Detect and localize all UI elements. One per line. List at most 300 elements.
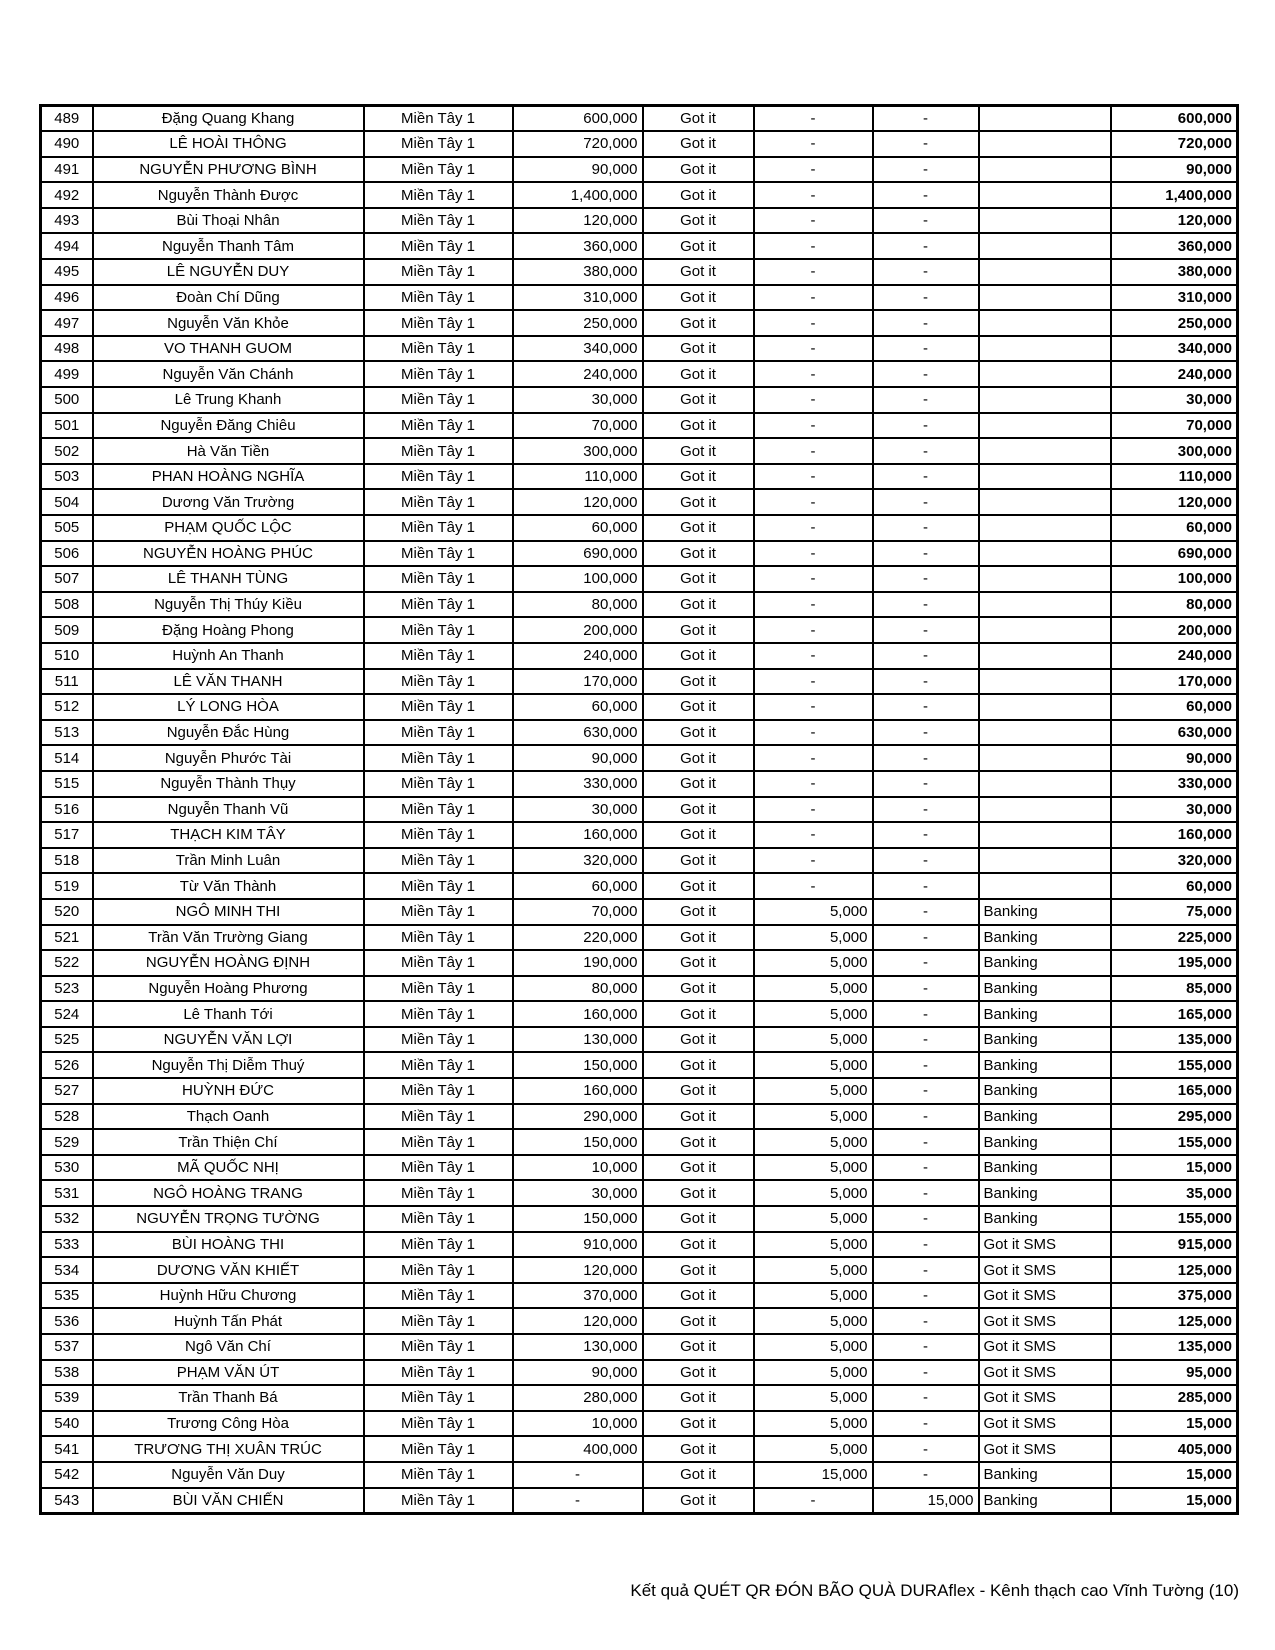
bonus-amount-cell: - [754,336,873,362]
scan-amount-cell: 30,000 [513,387,643,413]
bonus-amount-cell: - [754,387,873,413]
payment-method-cell: Got it SMS [979,1257,1111,1283]
recipient-name-cell: TRƯƠNG THỊ XUÂN TRÚC [93,1436,364,1462]
status-cell: Got it [643,566,754,592]
payment-method-cell: Banking [979,1155,1111,1181]
status-cell: Got it [643,157,754,183]
payment-method-cell [979,873,1111,899]
recipient-name-cell: Ngô Văn Chí [93,1334,364,1360]
region-cell: Miền Tây 1 [364,1411,513,1437]
scan-amount-cell: 160,000 [513,1078,643,1104]
status-cell: Got it [643,1308,754,1334]
region-cell: Miền Tây 1 [364,208,513,234]
region-cell: Miền Tây 1 [364,848,513,874]
status-cell: Got it [643,1001,754,1027]
scan-amount-cell: 120,000 [513,489,643,515]
payment-method-cell: Banking [979,976,1111,1002]
payment-method-cell [979,285,1111,311]
bonus2-amount-cell: - [873,413,979,439]
bonus-amount-cell: 5,000 [754,1129,873,1155]
region-cell: Miền Tây 1 [364,1462,513,1488]
payment-method-cell: Got it SMS [979,1334,1111,1360]
row-index-cell: 541 [41,1436,93,1462]
payment-method-cell: Got it SMS [979,1411,1111,1437]
table-row [41,387,1238,413]
payment-method-cell: Got it SMS [979,1308,1111,1334]
scan-amount-cell: 60,000 [513,515,643,541]
status-cell: Got it [643,336,754,362]
recipient-name-cell: Trương Công Hòa [93,1411,364,1437]
status-cell: Got it [643,848,754,874]
region-cell: Miền Tây 1 [364,413,513,439]
bonus2-amount-cell: - [873,976,979,1002]
bonus2-amount-cell: - [873,157,979,183]
payment-method-cell [979,669,1111,695]
row-index-cell: 491 [41,157,93,183]
row-index-cell: 497 [41,310,93,336]
status-cell: Got it [643,131,754,157]
status-cell: Got it [643,771,754,797]
scan-amount-cell: 240,000 [513,361,643,387]
recipient-name-cell: Nguyễn Đắc Hùng [93,720,364,746]
total-amount-cell: 225,000 [1111,925,1238,951]
row-index-cell: 492 [41,182,93,208]
recipient-name-cell: Thạch Oanh [93,1104,364,1130]
bonus2-amount-cell: - [873,1078,979,1104]
total-amount-cell: 630,000 [1111,720,1238,746]
table-row [41,1078,1238,1104]
table-row [41,899,1238,925]
bonus-amount-cell: - [754,285,873,311]
payment-method-cell: Banking [979,925,1111,951]
bonus2-amount-cell: - [873,1232,979,1258]
region-cell: Miền Tây 1 [364,1334,513,1360]
table-row [41,1436,1238,1462]
row-index-cell: 502 [41,438,93,464]
payment-method-cell: Banking [979,899,1111,925]
bonus2-amount-cell: - [873,1308,979,1334]
status-cell: Got it [643,1129,754,1155]
bonus2-amount-cell: - [873,1360,979,1386]
status-cell: Got it [643,669,754,695]
scan-amount-cell: 120,000 [513,1308,643,1334]
scan-amount-cell: 170,000 [513,669,643,695]
scan-amount-cell: 10,000 [513,1411,643,1437]
scan-amount-cell: 220,000 [513,925,643,951]
bonus-amount-cell: 5,000 [754,1283,873,1309]
status-cell: Got it [643,592,754,618]
payment-method-cell [979,822,1111,848]
bonus-amount-cell: 5,000 [754,1104,873,1130]
bonus2-amount-cell: - [873,745,979,771]
row-index-cell: 539 [41,1385,93,1411]
row-index-cell: 494 [41,233,93,259]
total-amount-cell: 330,000 [1111,771,1238,797]
table-row [41,1180,1238,1206]
status-cell: Got it [643,822,754,848]
total-amount-cell: 125,000 [1111,1308,1238,1334]
payment-method-cell: Banking [979,1052,1111,1078]
status-cell: Got it [643,694,754,720]
total-amount-cell: 120,000 [1111,489,1238,515]
scan-amount-cell: 80,000 [513,592,643,618]
table-row [41,1027,1238,1053]
table-row [41,464,1238,490]
region-cell: Miền Tây 1 [364,822,513,848]
table-row [41,617,1238,643]
recipient-name-cell: PHẠM VĂN ÚT [93,1360,364,1386]
row-index-cell: 516 [41,797,93,823]
recipient-name-cell: Trần Thanh Bá [93,1385,364,1411]
bonus-amount-cell: 15,000 [754,1462,873,1488]
region-cell: Miền Tây 1 [364,336,513,362]
region-cell: Miền Tây 1 [364,1206,513,1232]
region-cell: Miền Tây 1 [364,1052,513,1078]
scan-amount-cell: 190,000 [513,950,643,976]
bonus2-amount-cell: - [873,1283,979,1309]
bonus2-amount-cell: - [873,285,979,311]
table-body [41,106,1238,1514]
scan-amount-cell: 240,000 [513,643,643,669]
table-row [41,413,1238,439]
recipient-name-cell: Trần Minh Luân [93,848,364,874]
bonus2-amount-cell: - [873,873,979,899]
table-row [41,106,1238,132]
bonus2-amount-cell: - [873,310,979,336]
status-cell: Got it [643,720,754,746]
payment-method-cell [979,182,1111,208]
table-row [41,1385,1238,1411]
total-amount-cell: 15,000 [1111,1155,1238,1181]
total-amount-cell: 360,000 [1111,233,1238,259]
scan-amount-cell: 60,000 [513,694,643,720]
region-cell: Miền Tây 1 [364,515,513,541]
region-cell: Miền Tây 1 [364,233,513,259]
row-index-cell: 507 [41,566,93,592]
bonus2-amount-cell: - [873,515,979,541]
total-amount-cell: 285,000 [1111,1385,1238,1411]
recipient-name-cell: Nguyễn Hoàng Phương [93,976,364,1002]
row-index-cell: 522 [41,950,93,976]
scan-amount-cell: 380,000 [513,259,643,285]
bonus2-amount-cell: - [873,1206,979,1232]
status-cell: Got it [643,1334,754,1360]
total-amount-cell: 80,000 [1111,592,1238,618]
recipient-name-cell: Nguyễn Văn Duy [93,1462,364,1488]
recipient-name-cell: LÊ VĂN THANH [93,669,364,695]
bonus2-amount-cell: - [873,771,979,797]
table-row [41,1411,1238,1437]
bonus-amount-cell: - [754,873,873,899]
scan-amount-cell: 130,000 [513,1027,643,1053]
total-amount-cell: 165,000 [1111,1078,1238,1104]
scan-amount-cell: 160,000 [513,1001,643,1027]
row-index-cell: 537 [41,1334,93,1360]
recipient-name-cell: Huỳnh Tấn Phát [93,1308,364,1334]
bonus2-amount-cell: - [873,361,979,387]
status-cell: Got it [643,976,754,1002]
recipient-name-cell: LÝ LONG HÒA [93,694,364,720]
bonus-amount-cell: - [754,848,873,874]
region-cell: Miền Tây 1 [364,797,513,823]
status-cell: Got it [643,233,754,259]
scan-amount-cell: 90,000 [513,745,643,771]
scan-amount-cell: 1,400,000 [513,182,643,208]
row-index-cell: 515 [41,771,93,797]
total-amount-cell: 90,000 [1111,745,1238,771]
payment-method-cell [979,592,1111,618]
row-index-cell: 543 [41,1488,93,1514]
bonus2-amount-cell: - [873,387,979,413]
region-cell: Miền Tây 1 [364,1283,513,1309]
recipient-name-cell: NGUYỄN PHƯƠNG BÌNH [93,157,364,183]
total-amount-cell: 340,000 [1111,336,1238,362]
bonus-amount-cell: - [754,361,873,387]
recipient-name-cell: Nguyễn Văn Chánh [93,361,364,387]
bonus-amount-cell: - [754,643,873,669]
total-amount-cell: 90,000 [1111,157,1238,183]
region-cell: Miền Tây 1 [364,643,513,669]
bonus2-amount-cell: - [873,1052,979,1078]
scan-amount-cell: 70,000 [513,413,643,439]
bonus-amount-cell: - [754,131,873,157]
row-index-cell: 520 [41,899,93,925]
bonus2-amount-cell: - [873,669,979,695]
table-row [41,1360,1238,1386]
region-cell: Miền Tây 1 [364,950,513,976]
total-amount-cell: 75,000 [1111,899,1238,925]
scan-amount-cell: 310,000 [513,285,643,311]
row-index-cell: 517 [41,822,93,848]
table-row [41,182,1238,208]
region-cell: Miền Tây 1 [364,1360,513,1386]
row-index-cell: 526 [41,1052,93,1078]
bonus-amount-cell: - [754,541,873,567]
status-cell: Got it [643,208,754,234]
total-amount-cell: 690,000 [1111,541,1238,567]
region-cell: Miền Tây 1 [364,745,513,771]
row-index-cell: 511 [41,669,93,695]
scan-amount-cell: 130,000 [513,1334,643,1360]
scan-amount-cell: 290,000 [513,1104,643,1130]
scan-amount-cell: 340,000 [513,336,643,362]
total-amount-cell: 110,000 [1111,464,1238,490]
total-amount-cell: 170,000 [1111,669,1238,695]
status-cell: Got it [643,617,754,643]
bonus-amount-cell: - [754,438,873,464]
status-cell: Got it [643,361,754,387]
recipient-name-cell: Đặng Hoàng Phong [93,617,364,643]
payment-method-cell: Banking [979,1104,1111,1130]
recipient-name-cell: Đoàn Chí Dũng [93,285,364,311]
bonus2-amount-cell: - [873,233,979,259]
status-cell: Got it [643,259,754,285]
status-cell: Got it [643,1027,754,1053]
row-index-cell: 534 [41,1257,93,1283]
recipient-name-cell: Nguyễn Phước Tài [93,745,364,771]
status-cell: Got it [643,489,754,515]
table-row [41,361,1238,387]
recipient-name-cell: Đặng Quang Khang [93,106,364,132]
row-index-cell: 536 [41,1308,93,1334]
recipient-name-cell: Nguyễn Thị Thúy Kiều [93,592,364,618]
scan-amount-cell: 90,000 [513,1360,643,1386]
payment-method-cell: Banking [979,1129,1111,1155]
bonus-amount-cell: 5,000 [754,899,873,925]
bonus-amount-cell: - [754,489,873,515]
row-index-cell: 521 [41,925,93,951]
total-amount-cell: 100,000 [1111,566,1238,592]
bonus-amount-cell: - [754,566,873,592]
total-amount-cell: 160,000 [1111,822,1238,848]
payment-method-cell [979,336,1111,362]
region-cell: Miền Tây 1 [364,1180,513,1206]
bonus-amount-cell: - [754,233,873,259]
table-row [41,822,1238,848]
region-cell: Miền Tây 1 [364,310,513,336]
bonus-amount-cell: - [754,797,873,823]
table-row [41,1257,1238,1283]
scan-amount-cell: - [513,1462,643,1488]
total-amount-cell: 380,000 [1111,259,1238,285]
recipient-name-cell: LÊ THANH TÙNG [93,566,364,592]
scan-amount-cell: 120,000 [513,1257,643,1283]
payment-method-cell [979,259,1111,285]
bonus-amount-cell: 5,000 [754,1001,873,1027]
row-index-cell: 524 [41,1001,93,1027]
recipient-name-cell: Lê Trung Khanh [93,387,364,413]
status-cell: Got it [643,413,754,439]
recipient-name-cell: THẠCH KIM TÂY [93,822,364,848]
table-row [41,259,1238,285]
total-amount-cell: 135,000 [1111,1334,1238,1360]
bonus-amount-cell: - [754,1488,873,1514]
bonus-amount-cell: - [754,745,873,771]
bonus-amount-cell: 5,000 [754,1334,873,1360]
region-cell: Miền Tây 1 [364,1155,513,1181]
row-index-cell: 531 [41,1180,93,1206]
row-index-cell: 505 [41,515,93,541]
total-amount-cell: 240,000 [1111,361,1238,387]
payment-method-cell [979,131,1111,157]
region-cell: Miền Tây 1 [364,1385,513,1411]
scan-amount-cell: 30,000 [513,1180,643,1206]
recipient-name-cell: Nguyễn Thanh Vũ [93,797,364,823]
bonus-amount-cell: - [754,182,873,208]
table-row [41,797,1238,823]
scan-amount-cell: 10,000 [513,1155,643,1181]
recipient-name-cell: Lê Thanh Tới [93,1001,364,1027]
total-amount-cell: 320,000 [1111,848,1238,874]
bonus-amount-cell: 5,000 [754,1411,873,1437]
region-cell: Miền Tây 1 [364,131,513,157]
region-cell: Miền Tây 1 [364,1257,513,1283]
bonus-amount-cell: - [754,464,873,490]
payment-method-cell [979,157,1111,183]
payment-method-cell [979,438,1111,464]
row-index-cell: 525 [41,1027,93,1053]
bonus2-amount-cell: - [873,1180,979,1206]
bonus2-amount-cell: - [873,1462,979,1488]
recipient-name-cell: Nguyễn Thành Thụy [93,771,364,797]
table-row [41,976,1238,1002]
row-index-cell: 530 [41,1155,93,1181]
recipient-name-cell: BÙI HOÀNG THI [93,1232,364,1258]
recipient-name-cell: Trần Thiện Chí [93,1129,364,1155]
table-row [41,336,1238,362]
region-cell: Miền Tây 1 [364,1001,513,1027]
payment-method-cell: Banking [979,1206,1111,1232]
recipient-name-cell: DƯƠNG VĂN KHIẾT [93,1257,364,1283]
recipient-name-cell: HUỲNH ĐỨC [93,1078,364,1104]
bonus2-amount-cell: - [873,438,979,464]
recipient-name-cell: Hà Văn Tiền [93,438,364,464]
region-cell: Miền Tây 1 [364,182,513,208]
bonus-amount-cell: - [754,413,873,439]
recipient-name-cell: PHAN HOÀNG NGHĨA [93,464,364,490]
payment-method-cell [979,797,1111,823]
scan-amount-cell: 910,000 [513,1232,643,1258]
region-cell: Miền Tây 1 [364,1027,513,1053]
bonus2-amount-cell: - [873,1001,979,1027]
total-amount-cell: 60,000 [1111,694,1238,720]
scan-amount-cell: 330,000 [513,771,643,797]
region-cell: Miền Tây 1 [364,361,513,387]
status-cell: Got it [643,1360,754,1386]
region-cell: Miền Tây 1 [364,1129,513,1155]
table-row [41,438,1238,464]
payment-method-cell [979,771,1111,797]
table-row [41,566,1238,592]
recipient-name-cell: PHẠM QUỐC LỘC [93,515,364,541]
row-index-cell: 493 [41,208,93,234]
status-cell: Got it [643,1206,754,1232]
total-amount-cell: 295,000 [1111,1104,1238,1130]
bonus-amount-cell: - [754,771,873,797]
total-amount-cell: 95,000 [1111,1360,1238,1386]
bonus-amount-cell: - [754,259,873,285]
payment-method-cell [979,566,1111,592]
bonus-amount-cell: - [754,822,873,848]
table-row [41,771,1238,797]
row-index-cell: 538 [41,1360,93,1386]
bonus-amount-cell: - [754,694,873,720]
row-index-cell: 512 [41,694,93,720]
bonus-amount-cell: 5,000 [754,1078,873,1104]
total-amount-cell: 405,000 [1111,1436,1238,1462]
status-cell: Got it [643,643,754,669]
scan-amount-cell: 120,000 [513,208,643,234]
bonus-amount-cell: - [754,310,873,336]
status-cell: Got it [643,797,754,823]
table-row [41,720,1238,746]
payment-method-cell [979,361,1111,387]
row-index-cell: 509 [41,617,93,643]
region-cell: Miền Tây 1 [364,285,513,311]
scan-amount-cell: 110,000 [513,464,643,490]
recipient-name-cell: Huỳnh An Thanh [93,643,364,669]
row-index-cell: 500 [41,387,93,413]
table-row [41,1283,1238,1309]
bonus-amount-cell: - [754,720,873,746]
total-amount-cell: 120,000 [1111,208,1238,234]
payment-method-cell [979,745,1111,771]
bonus-amount-cell: 5,000 [754,1232,873,1258]
table-row [41,157,1238,183]
status-cell: Got it [643,1180,754,1206]
table-row [41,1155,1238,1181]
payment-method-cell: Banking [979,1078,1111,1104]
